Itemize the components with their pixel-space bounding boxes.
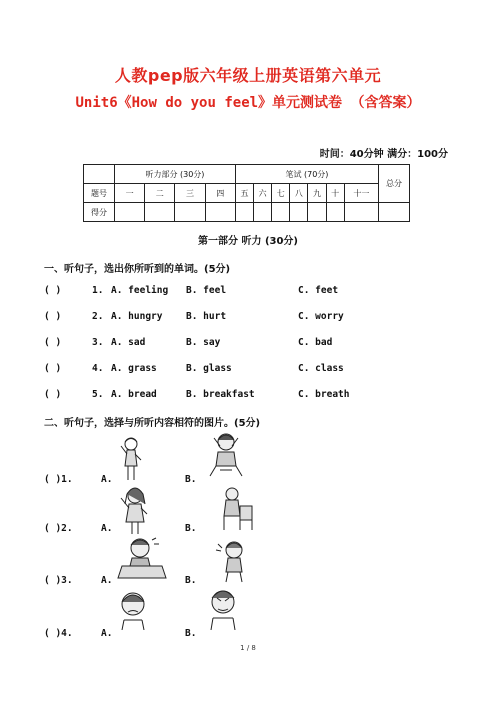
q1-option-b-crying-girl-illustration <box>206 432 246 480</box>
question-number: 2. <box>92 311 104 322</box>
question-number: 1. <box>92 285 104 296</box>
section2-heading: 二、听句子，选择与所听内容相符的图片。(5分) <box>44 418 261 429</box>
score-cell[interactable] <box>344 203 378 222</box>
option-b: B. <box>185 628 197 639</box>
score-cell[interactable] <box>175 203 205 222</box>
question-number: 六 <box>254 184 272 203</box>
option-b: B. <box>185 575 197 586</box>
answer-blank[interactable]: ( ) <box>44 389 62 400</box>
part-one-heading: 第一部分 听力 (30分) <box>197 236 299 247</box>
option-a: A. <box>101 628 113 639</box>
q4-option-b-angry-boy-illustration <box>205 588 241 630</box>
score-row-label: 得分 <box>84 203 115 222</box>
option-a: A. <box>101 523 113 534</box>
exam-meta: 时间：40分钟 满分：100分 <box>319 149 448 160</box>
option-b: B. <box>185 474 197 485</box>
option-c: C. breath <box>298 389 350 400</box>
score-cell[interactable] <box>115 203 145 222</box>
answer-blank[interactable]: ( ) <box>44 285 62 296</box>
question-number: 八 <box>290 184 308 203</box>
question-number-label: 题号 <box>84 184 115 203</box>
document-title: 人教pep版六年级上册英语第六单元 <box>114 66 382 85</box>
answer-blank[interactable]: ( ) <box>44 311 62 322</box>
written-header: 笔试 (70分) <box>235 165 378 184</box>
score-cell[interactable] <box>272 203 290 222</box>
score-cell[interactable] <box>290 203 308 222</box>
document-subtitle: Unit6《How do you feel》单元测试卷 （含答案） <box>75 95 421 111</box>
question-number: 4. <box>92 363 104 374</box>
question-number: 九 <box>308 184 326 203</box>
question-number: 三 <box>175 184 205 203</box>
answer-blank[interactable]: ( ) <box>44 337 62 348</box>
option-b: B. breakfast <box>186 389 255 400</box>
option-a: A. hungry <box>111 311 163 322</box>
score-cell[interactable] <box>205 203 235 222</box>
score-cell[interactable] <box>254 203 272 222</box>
option-a: A. sad <box>111 337 146 348</box>
question-number: 3. <box>92 337 104 348</box>
q2-option-a-girl-illustration <box>115 484 155 536</box>
question-number: 一 <box>115 184 145 203</box>
answer-blank[interactable]: ( ) <box>44 363 62 374</box>
option-a: A. bread <box>111 389 157 400</box>
score-cell[interactable] <box>379 203 410 222</box>
score-cell[interactable] <box>145 203 175 222</box>
score-cell[interactable] <box>235 203 253 222</box>
question-number: 二 <box>145 184 175 203</box>
option-c: C. bad <box>298 337 333 348</box>
option-b: B. feel <box>186 285 227 296</box>
score-cell[interactable] <box>308 203 326 222</box>
option-a: A. grass <box>111 363 157 374</box>
question-number: 四 <box>205 184 235 203</box>
option-b: B. glass <box>186 363 232 374</box>
q3-option-b-scared-child-illustration <box>210 538 250 584</box>
score-table-corner <box>84 165 115 184</box>
question-number: 五 <box>235 184 253 203</box>
q3-option-a-angry-boy-illustration <box>114 536 170 582</box>
total-header: 总分 <box>379 165 410 203</box>
question-number: 5. <box>92 389 104 400</box>
answer-blank[interactable]: ( )1. <box>44 474 73 485</box>
listening-header: 听力部分 (30分) <box>115 165 236 184</box>
question-number: 十 <box>326 184 344 203</box>
option-b: B. hurt <box>186 311 227 322</box>
answer-blank[interactable]: ( )3. <box>44 575 73 586</box>
option-b: B. say <box>186 337 221 348</box>
score-cell[interactable] <box>326 203 344 222</box>
option-c: C. worry <box>298 311 344 322</box>
option-b: B. <box>185 523 197 534</box>
page-number: 1 / 8 <box>240 644 256 652</box>
q2-option-b-sick-child-illustration <box>218 486 256 532</box>
q4-option-a-upset-girl-illustration <box>116 590 150 630</box>
option-a: A. <box>101 474 113 485</box>
answer-blank[interactable]: ( )2. <box>44 523 73 534</box>
q1-option-a-girl-illustration <box>115 436 147 482</box>
section1-heading: 一、听句子，选出你所听到的单词。(5分) <box>44 264 231 275</box>
option-c: C. feet <box>298 285 339 296</box>
answer-blank[interactable]: ( )4. <box>44 628 73 639</box>
option-a: A. feeling <box>111 285 169 296</box>
score-table <box>83 164 410 222</box>
question-number: 十一 <box>344 184 378 203</box>
option-a: A. <box>101 575 113 586</box>
option-c: C. class <box>298 363 344 374</box>
question-number: 七 <box>272 184 290 203</box>
